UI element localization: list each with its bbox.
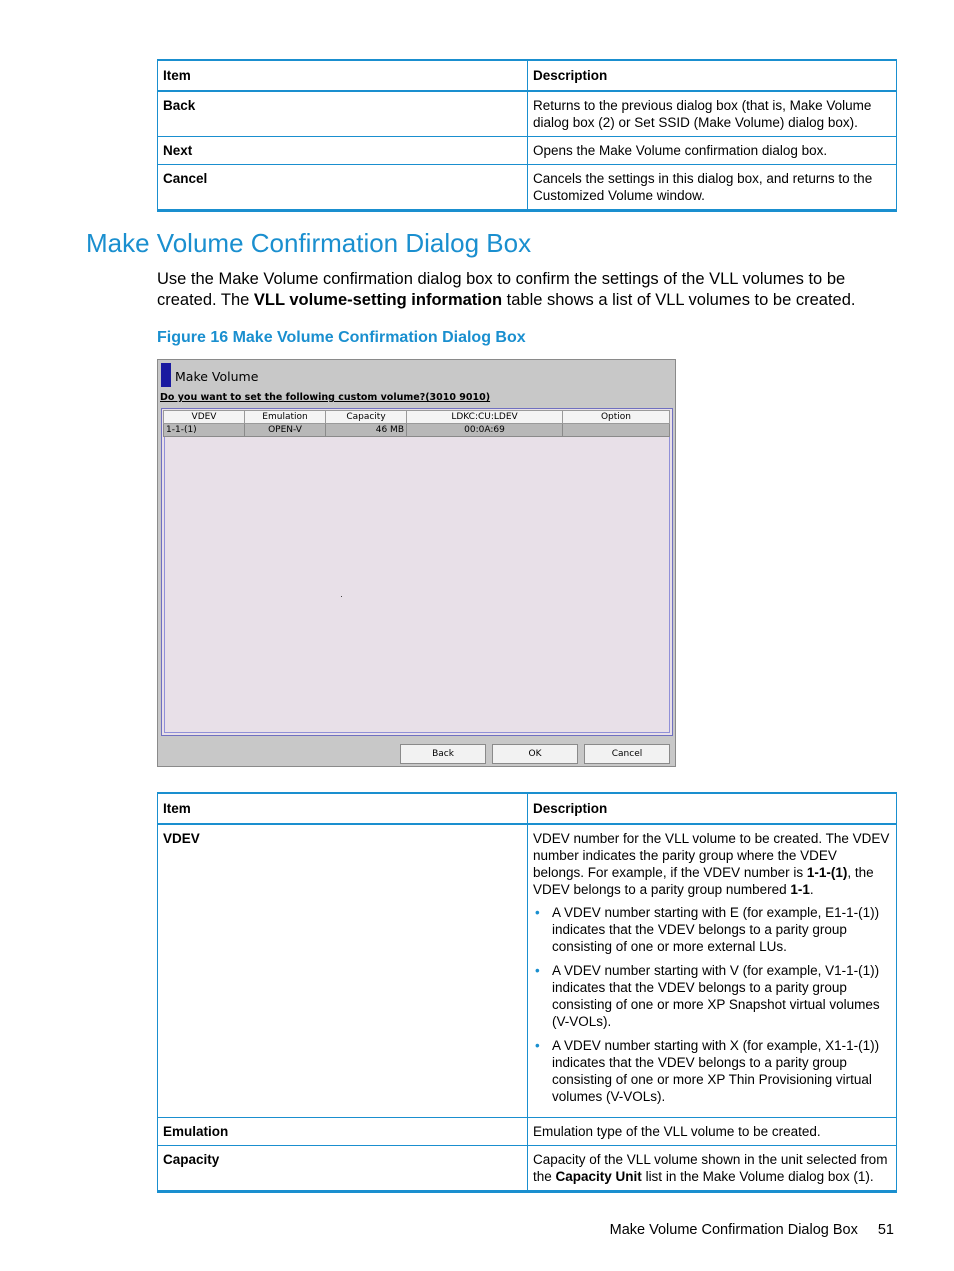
row-description: [528, 1146, 897, 1192]
row-item: Emulation: [158, 1118, 528, 1146]
header-description: Description: [528, 60, 897, 91]
vdev-desc-text: , the VDEV belongs to a parity group numbered: [533, 865, 874, 897]
intro-text: Use the Make Volume confirmation dialog box to confirm the settings of the VLL volumes to be created. The: [157, 270, 846, 309]
table-row: [158, 1118, 897, 1146]
vdev-desc-text: .: [809, 882, 814, 897]
footer-title: Make Volume Confirmation Dialog Box: [609, 1222, 858, 1238]
volume-list-inner: [164, 411, 670, 733]
vdev-bullet-list: [533, 904, 891, 1105]
table-header-row: [158, 793, 897, 824]
column-capacity[interactable]: Capacity: [326, 411, 407, 424]
back-button[interactable]: Back: [400, 744, 486, 764]
grid-header-row: [164, 411, 670, 424]
intro-paragraph: [157, 269, 887, 311]
header-item: Item: [158, 793, 528, 824]
row-description: Cancels the settings in this dialog box, and returns to the Customized Volume window.: [528, 165, 897, 211]
grid-row[interactable]: [164, 424, 670, 437]
list-item: • A VDEV number starting with V (for example, V1-1-(1)) indicates that the VDEV belongs to a parity group consisting of one or more XP Snapshot virtual volumes (V-VOLs).: [552, 962, 891, 1030]
column-ldkc-cu-ldev[interactable]: LDKC:CU:LDEV: [407, 411, 563, 424]
table-header-row: [158, 60, 897, 91]
intro-bold-text: VLL volume-setting information: [253, 291, 503, 309]
capacity-desc-text: list in the Make Volume dialog box (1).: [641, 1169, 874, 1184]
intro-text-end: table shows a list of VLL volumes to be created.: [502, 291, 856, 309]
vdev-parity-group: 1-1: [790, 882, 810, 897]
top-items-table: [157, 59, 897, 212]
stray-dot: [341, 596, 342, 597]
row-description: Emulation type of the VLL volume to be created.: [528, 1118, 897, 1146]
table-row: [158, 824, 897, 1118]
vdev-example: 1-1-(1): [806, 865, 848, 880]
make-volume-dialog: [157, 359, 676, 767]
table-row: [158, 137, 897, 165]
bottom-items-table: [157, 792, 897, 1193]
dialog-title: Make Volume: [175, 369, 259, 384]
column-emulation[interactable]: Emulation: [245, 411, 326, 424]
cancel-button[interactable]: Cancel: [584, 744, 670, 764]
cell-capacity: 46 MB: [326, 424, 407, 437]
row-item: Cancel: [158, 165, 528, 211]
row-item: Capacity: [158, 1146, 528, 1192]
header-description: Description: [528, 793, 897, 824]
page-footer: [610, 1222, 894, 1238]
cell-ldev: 00:0A:69: [407, 424, 563, 437]
dialog-titlebar: [158, 363, 675, 389]
capacity-unit-term: Capacity Unit: [555, 1169, 642, 1184]
table-row: [158, 165, 897, 211]
table-row: [158, 1146, 897, 1192]
volume-grid: [163, 410, 670, 437]
section-title: Make Volume Confirmation Dialog Box: [86, 228, 532, 258]
header-item: Item: [158, 60, 528, 91]
figure-caption: Figure 16 Make Volume Confirmation Dialog Box: [157, 329, 526, 346]
row-item: Next: [158, 137, 528, 165]
ok-button[interactable]: OK: [492, 744, 578, 764]
row-description: Returns to the previous dialog box (that is, Make Volume dialog box (2) or Set SSID (Make Volume) dialog box).: [528, 91, 897, 137]
page-number: 51: [877, 1222, 894, 1238]
row-item: VDEV: [158, 824, 528, 1118]
cell-option: [563, 424, 670, 437]
row-description: Opens the Make Volume confirmation dialog box.: [528, 137, 897, 165]
row-description: [528, 824, 897, 1118]
column-option[interactable]: Option: [563, 411, 670, 424]
table-row: [158, 91, 897, 137]
column-vdev[interactable]: VDEV: [164, 411, 245, 424]
capacity-desc-text: Capacity of the VLL volume shown in the unit selected from the: [533, 1152, 888, 1184]
dialog-question: Do you want to set the following custom volume?(3010 9010): [160, 392, 491, 403]
cell-emulation: OPEN-V: [245, 424, 326, 437]
list-item: • A VDEV number starting with E (for example, E1-1-(1)) indicates that the VDEV belongs to a parity group consisting of one or more external LUs.: [552, 904, 891, 955]
volume-list-panel[interactable]: [161, 408, 673, 736]
row-item: Back: [158, 91, 528, 137]
vdev-desc-text: VDEV number for the VLL volume to be created. The VDEV number indicates the parity group where the VDEV belongs. For example, if the VDEV number is: [533, 831, 890, 880]
list-item: • A VDEV number starting with X (for example, X1-1-(1)) indicates that the VDEV belongs to a parity group consisting of one or more XP Thin Provisioning virtual volumes (V-VOLs).: [552, 1037, 891, 1105]
title-accent-bar: [161, 363, 171, 387]
cell-vdev: 1-1-(1): [164, 424, 245, 437]
